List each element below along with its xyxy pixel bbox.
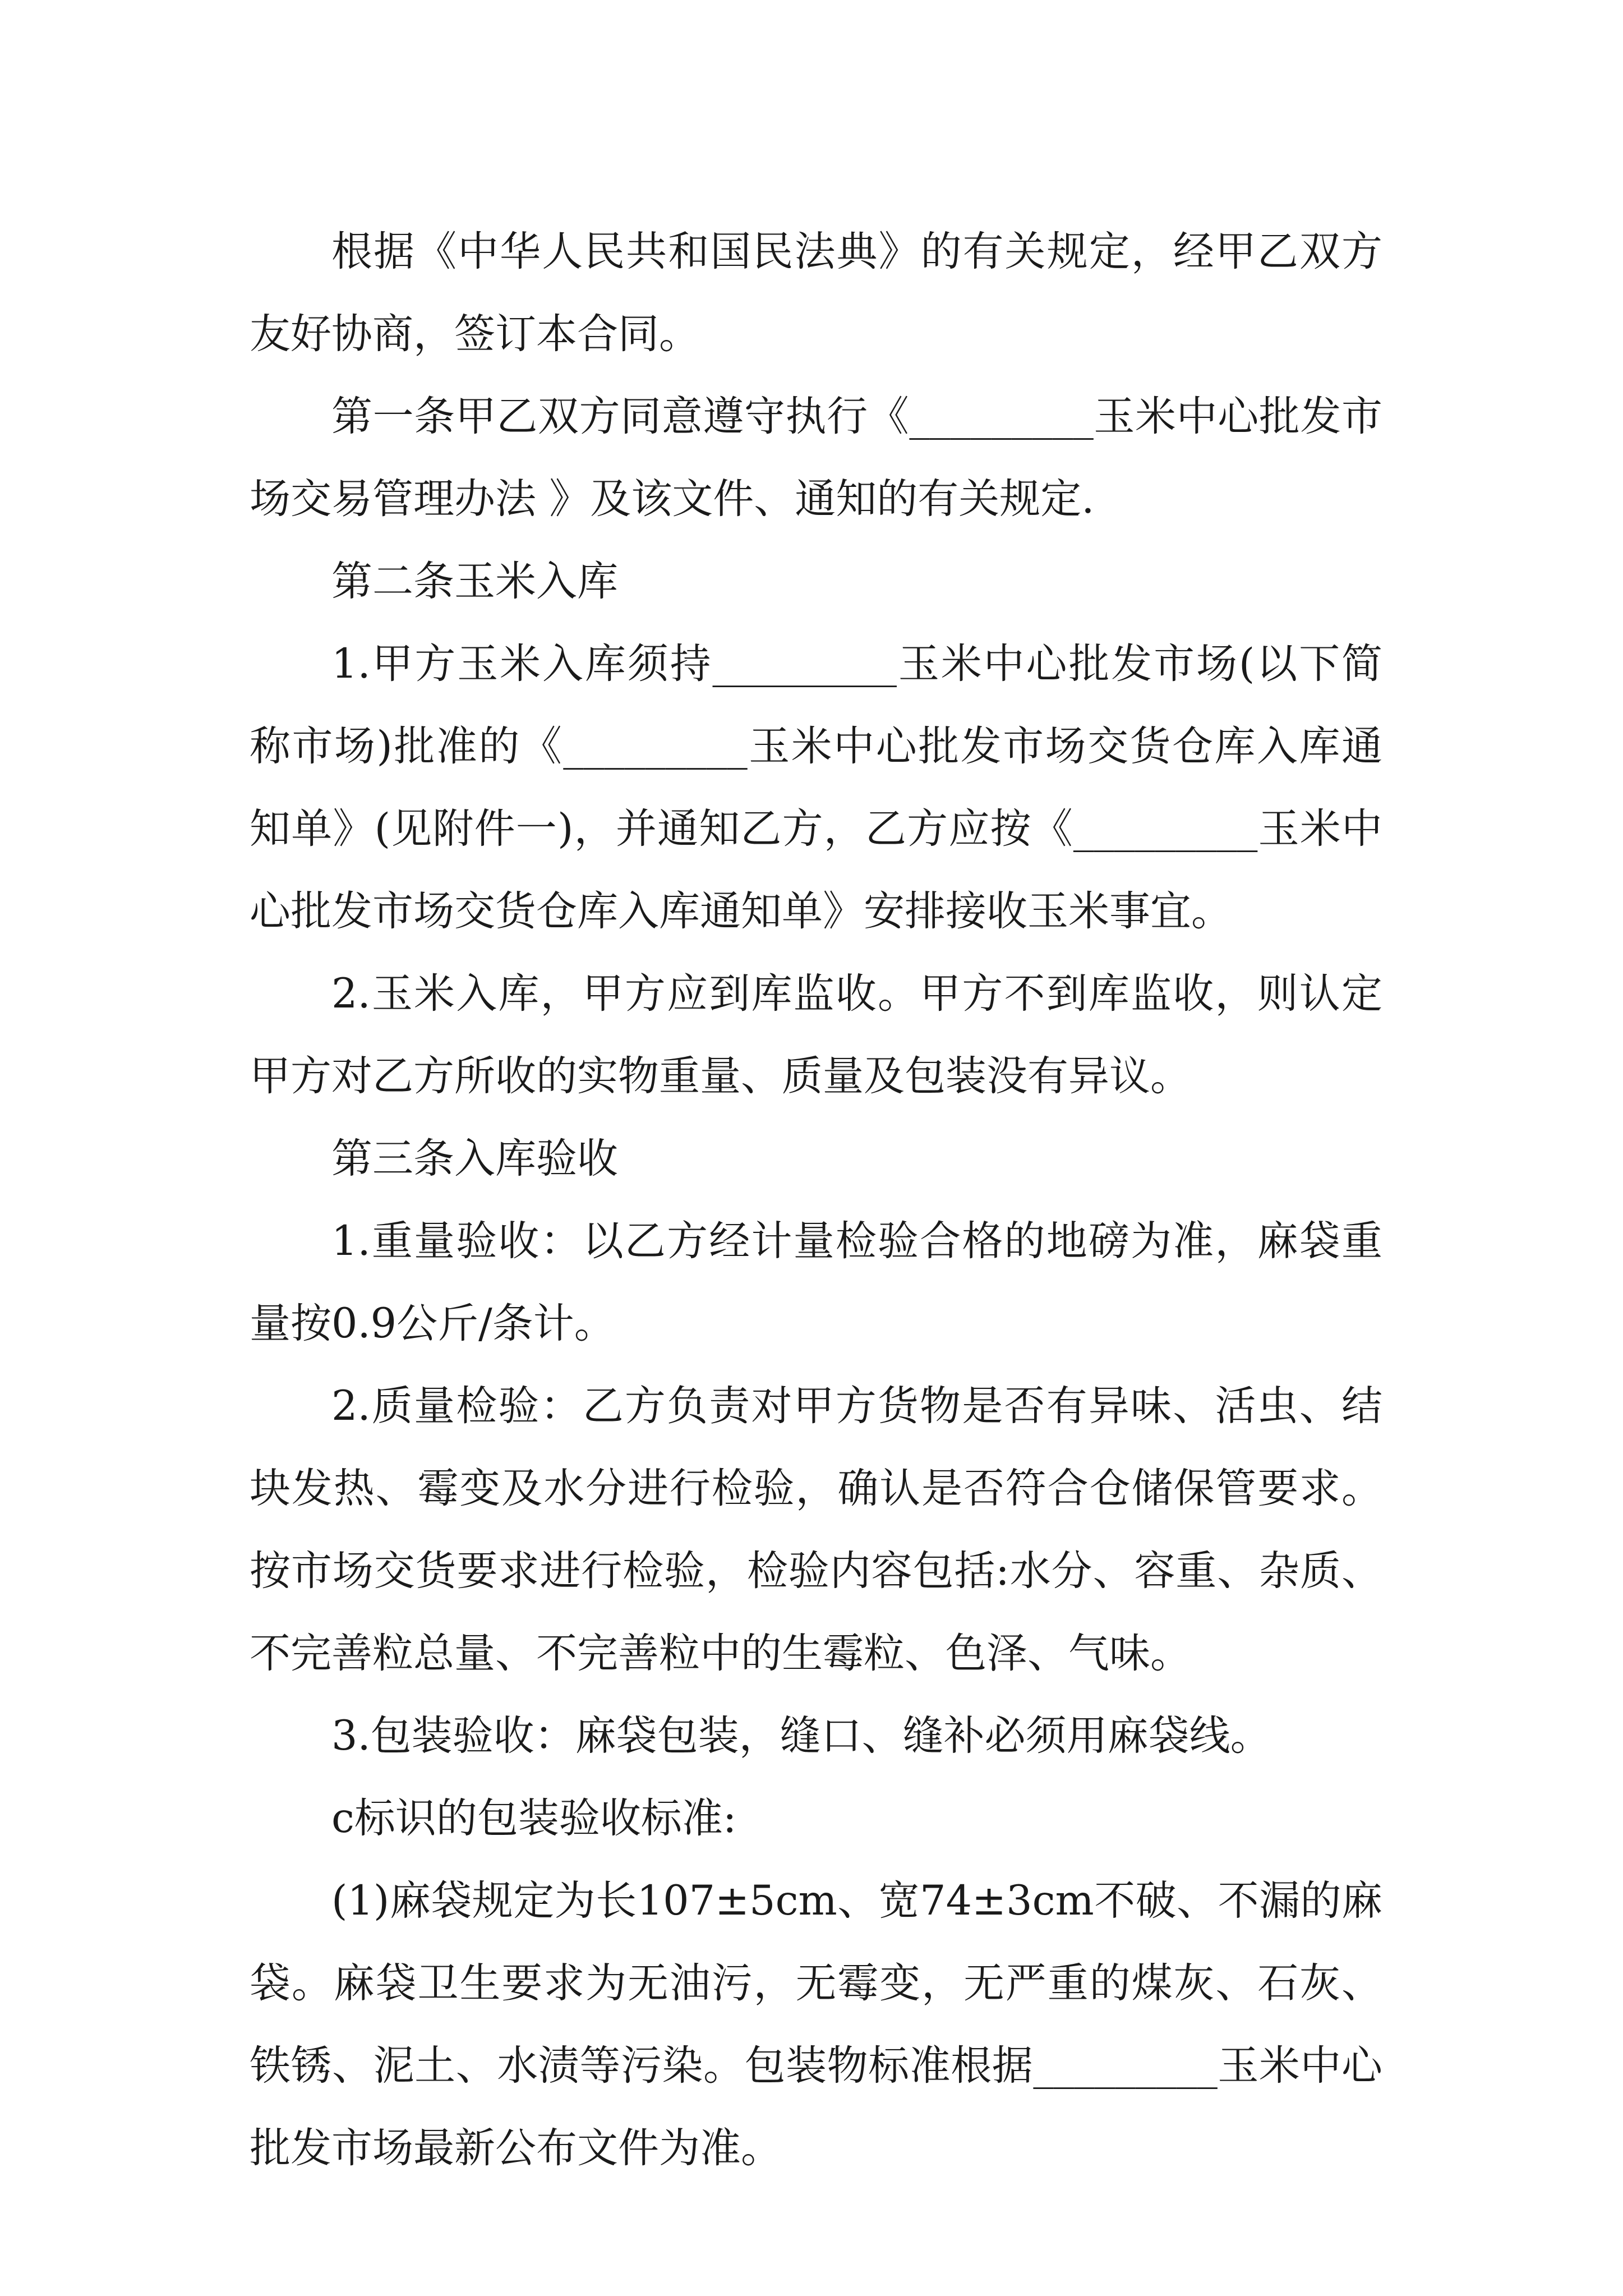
paragraph-article-3-item-2: 2.质量检验：乙方负责对甲方货物是否有异味、活虫、结块发热、霉变及水分进行检验，确认是否符合仓储保管要求。按市场交货要求进行检验，检验内容包括:水分、容重、杂质、不完善粒总量、不完善粒中的生霉粒、色泽、气味。: [250, 1382, 1382, 1677]
paragraph-packaging-standard-heading: c标识的包装验收标准:: [331, 1795, 737, 1842]
heading-article-3: 第三条入库验收: [331, 1135, 618, 1182]
paragraph-packaging-standard-1: (1)麻袋规定为长107±5cm、宽74±3cm不破、不漏的麻袋。麻袋卫生要求为无油污，无霉变，无严重的煤灰、石灰、铁锈、泥土、水渍等污染。包装物标准根据_________玉米中心批发市场最新公布文件为准。: [250, 1877, 1382, 2172]
paragraph-article-3-item-1: 1.重量验收：以乙方经计量检验合格的地磅为准，麻袋重量按0.9公斤/条计。: [250, 1217, 1382, 1347]
paragraph-article-2-item-1: 1.甲方玉米入库须持_________玉米中心批发市场(以下简称市场)批准的《_________玉米中心批发市场交货仓库入库通知单》(见附件一)，并通知乙方，乙方应按《_________玉米中心批发市场交货仓库入库通知单》安排接收玉米事宜。: [250, 640, 1382, 935]
paragraph-preamble: 根据《中华人民共和国民法典》的有关规定，经甲乙双方友好协商，签订本合同。: [250, 228, 1382, 358]
paragraph-article-2-item-2: 2.玉米入库，甲方应到库监收。甲方不到库监收，则认定甲方对乙方所收的实物重量、质量及包装没有异议。: [250, 970, 1382, 1100]
heading-article-2: 第二条玉米入库: [331, 558, 618, 605]
paragraph-article-1: 第一条甲乙双方同意遵守执行《_________玉米中心批发市场交易管理办法 》及该文件、通知的有关规定.: [250, 393, 1382, 523]
document-body: [250, 210, 1382, 2189]
paragraph-article-3-item-3: 3.包装验收：麻袋包装，缝口、缝补必须用麻袋线。: [331, 1712, 1271, 1760]
